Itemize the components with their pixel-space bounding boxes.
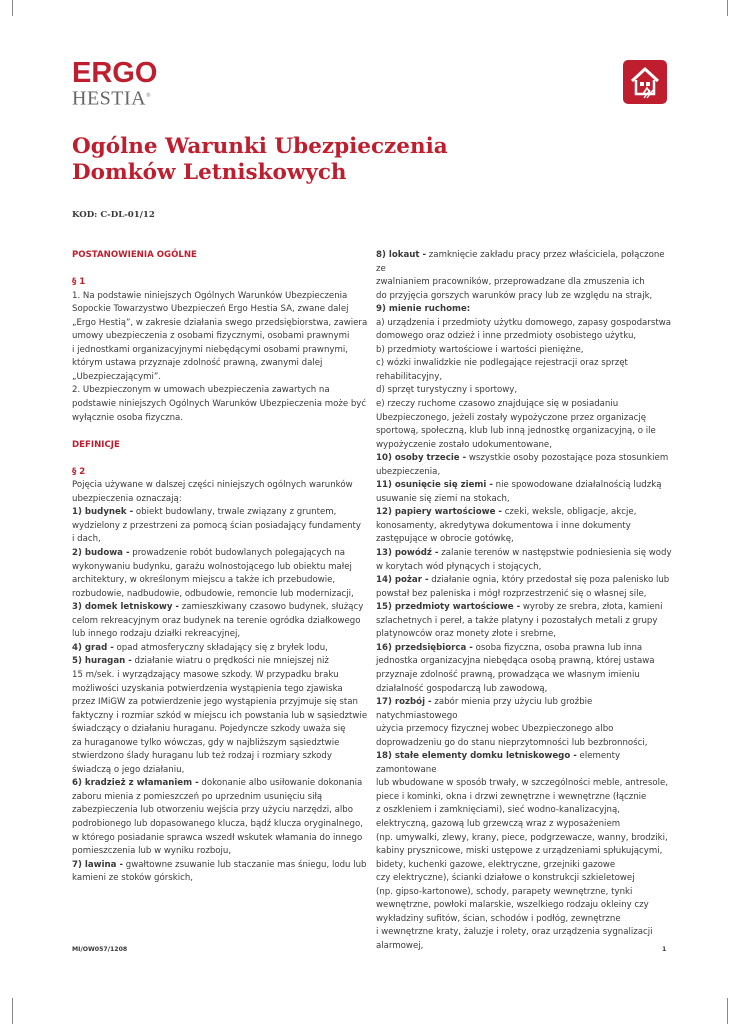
logo-hestia-text: HESTIA® <box>72 87 152 110</box>
crop-mark <box>12 998 13 1024</box>
definition-item: 6) kradzież z włamaniem - dokonanie albo usiłowanie dokonania zaboru mienia z pomieszczeń po uprzednim usunięciu siłą zabezpieczenia lub otworzeniu wejścia przy użyciu narzędzi, albo podrobionego lub dopasowanego klucza, bądź klucza oryginalnego, w którego posiadanie sprawca wszedł wskutek włamania do innego pomieszczenia lub w wyniku rozboju, <box>72 778 363 857</box>
definition-item: 3) domek letniskowy - zamieszkiwany czasowo budynek, służący celom rekreacyjnym oraz budynek na terenie ogródka działkowego lub innego rodzaju działki rekreacyjnej, <box>72 602 364 640</box>
definition-item: 13) powódź - zalanie terenów w następstwie podniesienia się wody w korytach wód płynących i stojących, <box>376 548 672 572</box>
paragraph-marker: § 2 <box>72 466 86 477</box>
definition-item: 8) lokaut - zamknięcie zakładu pracy przez właściciela, połączone ze zwalnianiem pracowników, przeprowadzane dla zmuszenia ich do przyjęcia gorszych warunków pracy lub ze względu na strajk, <box>376 250 665 301</box>
page-number: 1 <box>662 946 667 953</box>
definitions-intro: Pojęcia używane w dalszej części niniejszych ogólnych warunków <box>72 480 353 491</box>
definition-item: 5) huragan - działanie wiatru o prędkości nie mniejszej niż 15 m/sek. i wyrządzający masowe szkody. W przypadku braku możliwości uzyskania potwierdzenia wystąpienia tego zjawiska przez IMiGW za potwierdzenie jego wystąpienia przyjmuje się stan faktyczny i rozmiar szkód w miejscu ich powstania lub w sąsiedztwie świadczący o działaniu huraganu. Pojedyncze szkody uważa się za huraganowe tylko wówczas, gdy w najbliższym sąsiedztwie stwierdzono ślady huraganu lub też rodzaj i rozmiary szkody świadczą o jego działaniu, <box>72 656 368 775</box>
crop-mark <box>727 0 728 16</box>
definition-item: 7) lawina - gwałtowne zsuwanie lub staczanie mas śniegu, lodu lub kamieni ze stoków górskich, <box>72 859 367 884</box>
crop-mark <box>12 0 13 16</box>
logo-ergo-text: ERGO <box>72 57 158 89</box>
paragraph-marker: § 1 <box>72 277 86 288</box>
definitions-intro: ubezpieczenia oznaczają: <box>72 493 182 504</box>
left-column <box>72 249 372 886</box>
document-title <box>72 134 472 186</box>
ergo-hestia-logo <box>72 57 162 110</box>
section-heading: POSTANOWIENIA OGÓLNE <box>72 250 197 260</box>
definition-item: 17) rozbój - zabór mienia przy użyciu lub groźbie natychmiastowego użycia przemocy fizycznej wobec Ubezpieczonego albo doprowadzeniu go do stanu nieprzytomności lub bezbronności, <box>376 697 648 748</box>
definition-item: 11) osunięcie się ziemi - nie spowodowane działalnością ludzką usuwanie się ziemi na stokach, <box>376 480 662 504</box>
definition-item: 12) papiery wartościowe - czeki, weksle, obligacje, akcje, konosamenty, akredytywa dokumentowa i inne dokumenty zastępujące w obrocie gotówkę, <box>376 507 637 545</box>
house-icon <box>623 60 667 104</box>
definition-item: 14) pożar - działanie ognia, który przedostał się poza palenisko lub powstał bez paleniska i mógł rozprzestrzenić się o własnej sile, <box>376 575 670 599</box>
definition-item: 15) przedmioty wartościowe - wyroby ze srebra, złota, kamieni szlachetnych i pereł, a także platyny i pozostałych metali z grupy platynowców oraz monety złote i srebrne, <box>376 602 663 640</box>
title-line-2: Domków Letniskowych <box>72 160 347 185</box>
definition-item: 18) stałe elementy domku letniskowego - elementy zamontowane lub wbudowane w sposób trwały, w szczególności meble, antresole, piece i kominki, okna i drzwi zewnętrzne i wewnętrzne (łącznie z oszkleniem i zamknięciami), sieć wodno-kanalizacyjną, elektryczną, gazową lub grzewczą wraz z wyposażeniem (np. umywalki, zlewy, krany, piece, podgrzewacze, wanny, brodziki, kabiny prysznicowe, miski ustępowe z urządzeniami spłukującymi, bidety, kuchenki gazowe, elektryczne, grzejniki gazowe czy elektryczne), ścianki działowe o konstrukcji szkieletowej (np. gipso-kartonowe), schody, parapety wewnętrzne, tynki wewnętrzne, powłoki malarskie, wszelkiego rodzaju okleiny czy wykładziny sufitów, ścian, schodów i podłóg, zewnętrzne i wewnętrzne kraty, żaluzje i rolety, oraz urządzenia sygnalizacji alarmowej, <box>376 751 668 951</box>
definition-item: 16) przedsiębiorca - osoba fizyczna, osoba prawna lub inna jednostka organizacyjna niebędąca osobą prawną, której ustawa przyznaje zdolność prawną, prowadząca we własnym imieniu działalność gospodarczą lub zawodową, <box>376 642 655 694</box>
definition-item: 1) budynek - obiekt budowlany, trwale związany z gruntem, wydzielony z przestrzeni za pomocą ścian posiadający fundamenty i dach, <box>72 507 362 545</box>
definition-item: 10) osoby trzecie - wszystkie osoby pozostające poza stosunkiem ubezpieczenia, <box>376 453 669 477</box>
footer-document-code: MI/OW057/1208 <box>72 946 128 953</box>
document-code: KOD: C-DL-01/12 <box>72 210 155 220</box>
definition-item: 2) budowa - prowadzenie robót budowlanych polegających na wykonywaniu budynku, garażu wolnostojącego lub obiektu małej architektury, w określonym miejscu a także ich przebudowie, rozbudowie, nadbudowie, odbudowie, remoncie lub modernizacji, <box>72 548 354 599</box>
definition-item: 4) grad - opad atmosferyczny składający się z bryłek lodu, <box>72 642 328 653</box>
right-column <box>376 249 676 953</box>
crop-mark <box>727 998 728 1024</box>
section-heading: DEFINICJE <box>72 439 120 450</box>
title-line-1: Ogólne Warunki Ubezpieczenia <box>72 134 448 159</box>
definition-item: 9) mienie ruchome: a) urządzenia i przedmioty użytku domowego, zapasy gospodarstwa domowego oraz odzież i inne przedmioty osobistego użytku, b) przedmioty wartościowe i wartości pieniężne, c) wózki inwalidzkie nie podlegające rejestracji oraz sprzęt rehabilitacyjny, d) sprzęt turystyczny i sportowy, e) rzeczy ruchome czasowo znajdujące się w posiadaniu Ubezpieczonego, jeżeli zostały wypożyczone przez organizację sportową, społeczną, klub lub inną jednostkę organizacyjną, o ile wypożyczenie zostało udokumentowane, <box>376 304 671 450</box>
general-provisions-text: 1. Na podstawie niniejszych Ogólnych Warunków Ubezpieczenia Sopockie Towarzystwo Ubezpieczeń Ergo Hestia SA, zwane dalej „Ergo Hestią”, w zakresie działania swego przedsiębiorstwa, zawiera umowy ubezpieczenia z osobami fizycznymi, osobami prawnymi i jednostkami organizacyjnymi niebędącymi osobami prawnymi, którym ustawa przyznaje zdolność prawną, zwanymi dalej „Ubezpieczającymi”. 2. Ubezpieczonym w umowach ubezpieczenia zawartych na podstawie niniejszych Ogólnych Warunków Ubezpieczenia może być wyłącznie osoba fizyczna. <box>72 290 368 423</box>
